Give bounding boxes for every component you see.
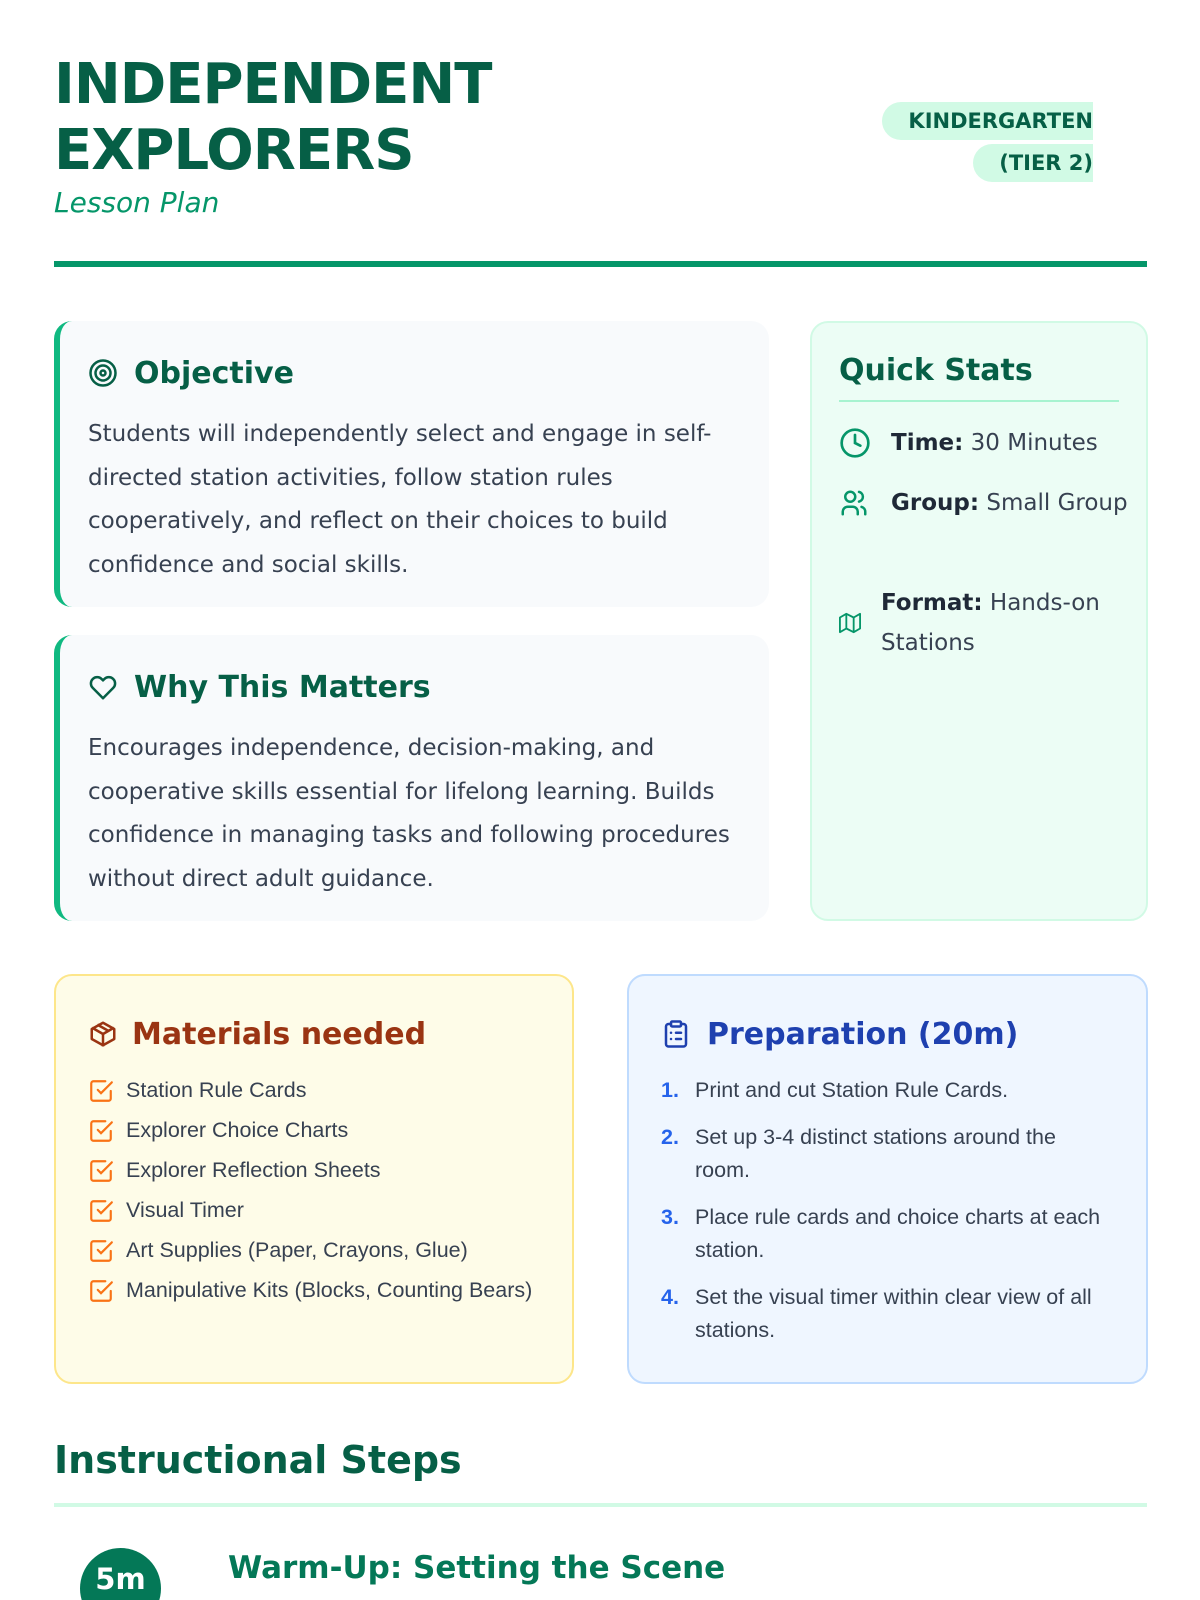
- grade-badge-label: KINDERGARTEN (TIER 2): [882, 102, 1093, 182]
- checkbox-checked-icon: [88, 1078, 114, 1104]
- why-card: [54, 635, 769, 921]
- checkbox-checked-icon: [88, 1278, 114, 1304]
- list-item: 4. Set the visual timer within clear view of all stations.: [661, 1284, 1092, 1342]
- list-item: Station Rule Cards: [88, 1074, 540, 1107]
- section-divider: [54, 1503, 1147, 1507]
- list-item: 2. Set up 3-4 distinct stations around the room.: [661, 1124, 1056, 1182]
- page-title: INDEPENDENT EXPLORERS: [54, 52, 492, 183]
- why-title: Why This Matters: [134, 669, 431, 705]
- grade-badge: [816, 100, 1093, 184]
- checkbox-checked-icon: [88, 1198, 114, 1224]
- instructional-steps-title: Instructional Steps: [54, 1438, 462, 1482]
- why-text: Encourages independence, decision-making, and cooperative skills essential for lifelong learning. Builds confidence in managing tasks and following procedures without direct adult guidance.: [88, 735, 730, 892]
- clock-icon: [839, 427, 871, 459]
- list-item: Manipulative Kits (Blocks, Counting Bears): [88, 1274, 540, 1307]
- stat-group-label: Group:: [891, 490, 980, 516]
- map-icon: [839, 612, 861, 634]
- list-item: 3. Place rule cards and choice charts at each station.: [661, 1204, 1101, 1262]
- page-subtitle: Lesson Plan: [54, 186, 220, 219]
- stat-group: [839, 483, 1129, 523]
- stat-format-value: Hands-on Stations: [881, 590, 1100, 656]
- checkbox-checked-icon: [88, 1118, 114, 1144]
- quick-stats-title: Quick Stats: [839, 353, 1119, 402]
- objective-heading: [88, 349, 741, 397]
- checkbox-checked-icon: [88, 1158, 114, 1184]
- step-duration-badge: 5m: [80, 1548, 161, 1600]
- package-icon: [88, 1019, 118, 1049]
- list-item: Visual Timer: [88, 1194, 540, 1227]
- preparation-card: [627, 974, 1148, 1384]
- header-divider: [54, 261, 1147, 267]
- stat-group-value: Small Group: [986, 490, 1128, 516]
- target-icon: [88, 358, 118, 388]
- list-item: Explorer Reflection Sheets: [88, 1154, 540, 1187]
- clipboard-icon: [661, 1019, 691, 1049]
- list-item: Explorer Choice Charts: [88, 1114, 540, 1147]
- quick-stats-card: [810, 321, 1148, 921]
- step-title: Warm-Up: Setting the Scene: [228, 1550, 726, 1586]
- why-heading: [88, 663, 741, 711]
- preparation-heading: [661, 1012, 1114, 1056]
- stat-time-label: Time:: [891, 430, 964, 456]
- checkbox-checked-icon: [88, 1238, 114, 1264]
- materials-title: Materials needed: [132, 1016, 427, 1052]
- objective-card: [54, 321, 769, 607]
- materials-heading: [88, 1012, 540, 1056]
- stat-format: [839, 583, 1129, 663]
- materials-list: [88, 1074, 540, 1307]
- stat-time-value: 30 Minutes: [970, 430, 1098, 456]
- objective-text: Students will independently select and engage in self-directed station activities, follow station rules cooperatively, and reflect on their choices to build confidence and social skills.: [88, 421, 712, 578]
- list-item: 1. Print and cut Station Rule Cards.: [661, 1078, 1009, 1102]
- users-icon: [839, 488, 869, 518]
- objective-title: Objective: [134, 355, 294, 391]
- heart-icon: [88, 672, 118, 702]
- stat-time: [839, 423, 1098, 463]
- preparation-title: Preparation (20m): [707, 1016, 1019, 1052]
- preparation-list: [661, 1074, 1114, 1348]
- materials-card: [54, 974, 574, 1384]
- stat-format-label: Format:: [881, 590, 983, 616]
- list-item: Art Supplies (Paper, Crayons, Glue): [88, 1234, 540, 1267]
